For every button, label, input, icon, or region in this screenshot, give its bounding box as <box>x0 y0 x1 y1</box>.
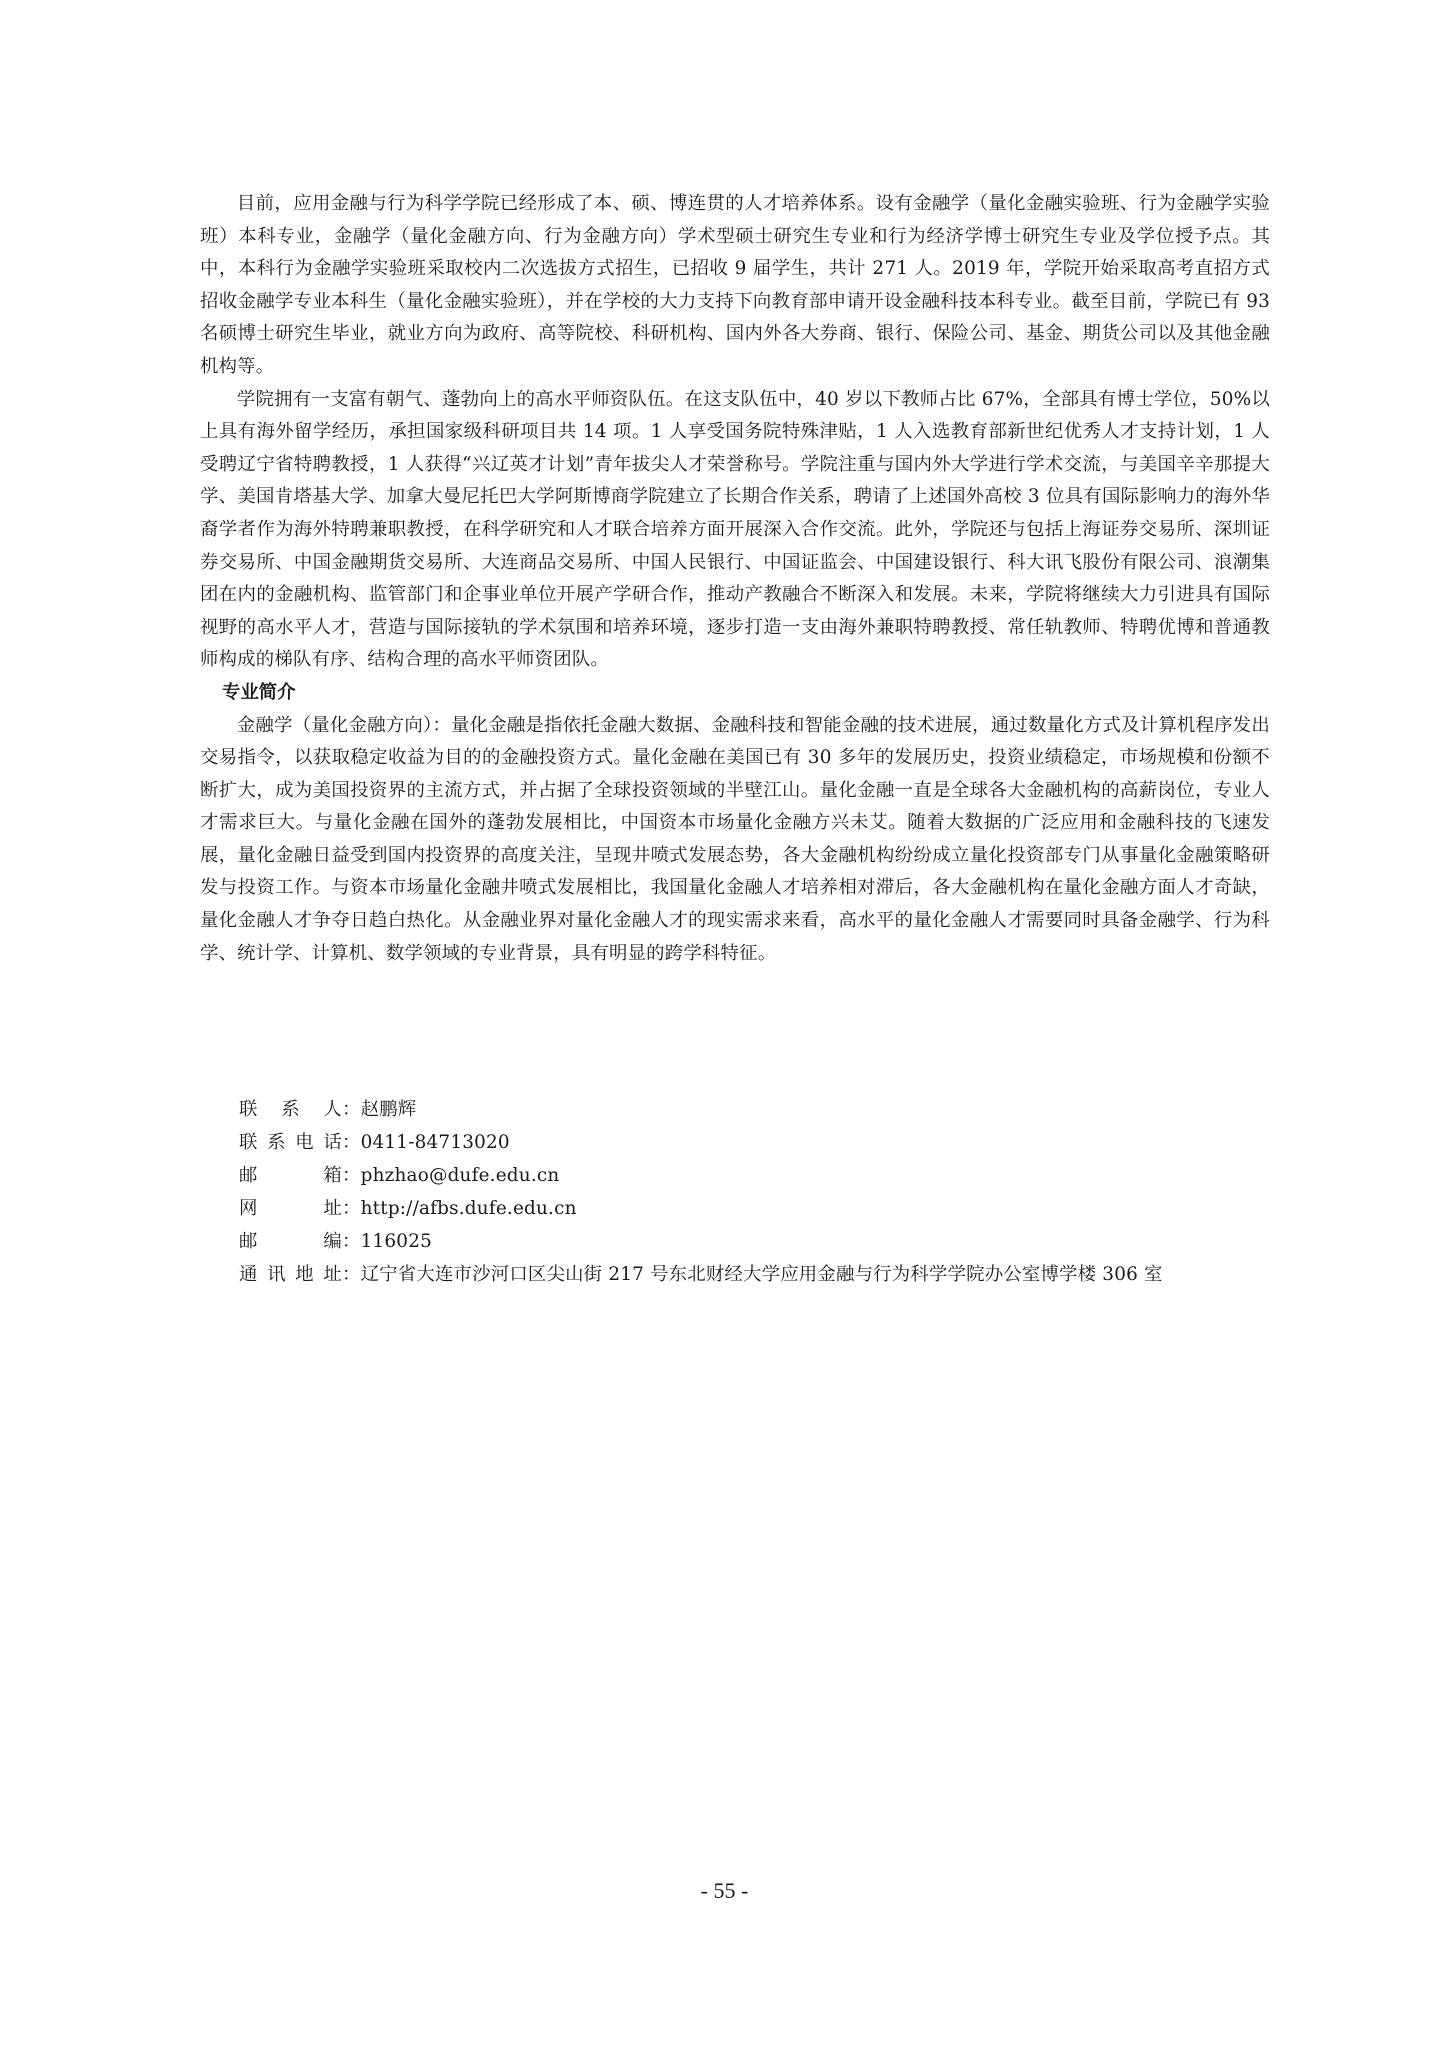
contact-postcode-value: 116025 <box>360 1231 432 1252</box>
label-colon: ： <box>342 1132 361 1153</box>
section-heading: 专业简介 <box>222 681 296 703</box>
section-paragraph: 金融学（量化金融方向）：量化金融是指依托金融大数据、金融科技和智能金融的技术进展，通过数量化方式及计算机程序发出交易指令，以获取稳定收益为目的的金融投资方式。量化金融在美国已有 30 多年的发展历史，投资业绩稳定，市场规模和份额不断扩大，成为美国投资界的主流方式，并占据了全球投资领域的半壁江山。量化金融一直是全球各大金融机构的高薪岗位，专业人才需求巨大。与量化金融在国外的蓬勃发展相比，中国资本市场量化金融方兴未艾。随着大数据的广泛应用和金融科技的飞速发展，量化金融日益受到国内投资界的高度关注，呈现井喷式发展态势，各大金融机构纷纷成立量化投资部专门从事量化金融策略研发与投资工作。与资本市场量化金融井喷式发展相比，我国量化金融人才培养相对滞后，各大金融机构在量化金融方面人才奇缺，量化金融人才争夺日趋白热化。从金融业界对量化金融人才的现实需求来看，高水平的量化金融人才需要同时具备金融学、行为科学、统计学、计算机、数学领域的专业背景，具有明显的跨学科特征。 <box>200 714 1270 964</box>
contact-email-label: 邮箱 <box>239 1165 342 1186</box>
label-colon: ： <box>342 1264 361 1285</box>
contact-address-label: 通讯地址 <box>239 1264 342 1285</box>
contact-phone-row <box>239 1126 1279 1159</box>
contact-phone-value: 0411-84713020 <box>360 1132 510 1153</box>
contact-postcode-label: 邮编 <box>239 1231 342 1252</box>
contact-person-row <box>239 1093 1279 1126</box>
label-colon: ： <box>342 1231 361 1252</box>
page-number: - 55 - <box>700 1878 749 1903</box>
contact-email-row <box>239 1159 1279 1192</box>
contact-website-label: 网址 <box>239 1198 342 1219</box>
label-colon: ： <box>342 1165 361 1186</box>
contact-website-value[interactable]: http://afbs.dufe.edu.cn <box>360 1198 577 1219</box>
contact-person-label: 联系人 <box>239 1099 342 1120</box>
contact-block <box>239 1093 1279 1291</box>
label-colon: ： <box>342 1198 361 1219</box>
contact-postcode-row <box>239 1225 1279 1258</box>
main-content <box>200 188 1270 970</box>
label-colon: ： <box>342 1099 361 1120</box>
intro-paragraph-programs: 目前，应用金融与行为科学学院已经形成了本、硕、博连贯的人才培养体系。设有金融学（量化金融实验班、行为金融学实验班）本科专业，金融学（量化金融方向、行为金融方向）学术型硕士研究生专业和行为经济学博士研究生专业及学位授予点。其中，本科行为金融学实验班采取校内二次选拔方式招生，已招收 9 届学生，共计 271 人。2019 年，学院开始采取高考直招方式招收金融学专业本科生（量化金融实验班），并在学校的大力支持下向教育部申请开设金融科技本科专业。截至目前，学院已有 93 名硕博士研究生毕业，就业方向为政府、高等院校、科研机构、国内外各大券商、银行、保险公司、基金、期货公司以及其他金融机构等。 <box>200 193 1270 377</box>
contact-website-row <box>239 1192 1279 1225</box>
contact-email-value[interactable]: phzhao@dufe.edu.cn <box>360 1165 560 1186</box>
contact-phone-label: 联系电话 <box>239 1132 342 1153</box>
contact-address-value: 辽宁省大连市沙河口区尖山街 217 号东北财经大学应用金融与行为科学学院办公室博学楼 306 室 <box>360 1264 1163 1285</box>
contact-address-row <box>239 1258 1279 1291</box>
intro-paragraph-faculty: 学院拥有一支富有朝气、蓬勃向上的高水平师资队伍。在这支队伍中，40 岁以下教师占比 67%，全部具有博士学位，50%以上具有海外留学经历，承担国家级科研项目共 14 项。1 人享受国务院特殊津贴，1 人入选教育部新世纪优秀人才支持计划，1 人受聘辽宁省特聘教授，1 人获得“兴辽英才计划”青年拔尖人才荣誉称号。学院注重与国内外大学进行学术交流，与美国辛辛那提大学、美国肯塔基大学、加拿大曼尼托巴大学阿斯博商学院建立了长期合作关系，聘请了上述国外高校 3 位具有国际影响力的海外华裔学者作为海外特聘兼职教授，在科学研究和人才联合培养方面开展深入合作交流。此外，学院还与包括上海证券交易所、深圳证券交易所、中国金融期货交易所、大连商品交易所、中国人民银行、中国证监会、中国建设银行、科大讯飞股份有限公司、浪潮集团在内的金融机构、监管部门和企事业单位开展产学研合作，推动产教融合不断深入和发展。未来，学院将继续大力引进具有国际视野的高水平人才，营造与国际接轨的学术氛围和培养环境，逐步打造一支由海外兼职特聘教授、常任轨教师、特聘优博和普通教师构成的梯队有序、结构合理的高水平师资团队。 <box>200 388 1270 671</box>
contact-person-value: 赵鹏辉 <box>360 1099 417 1120</box>
